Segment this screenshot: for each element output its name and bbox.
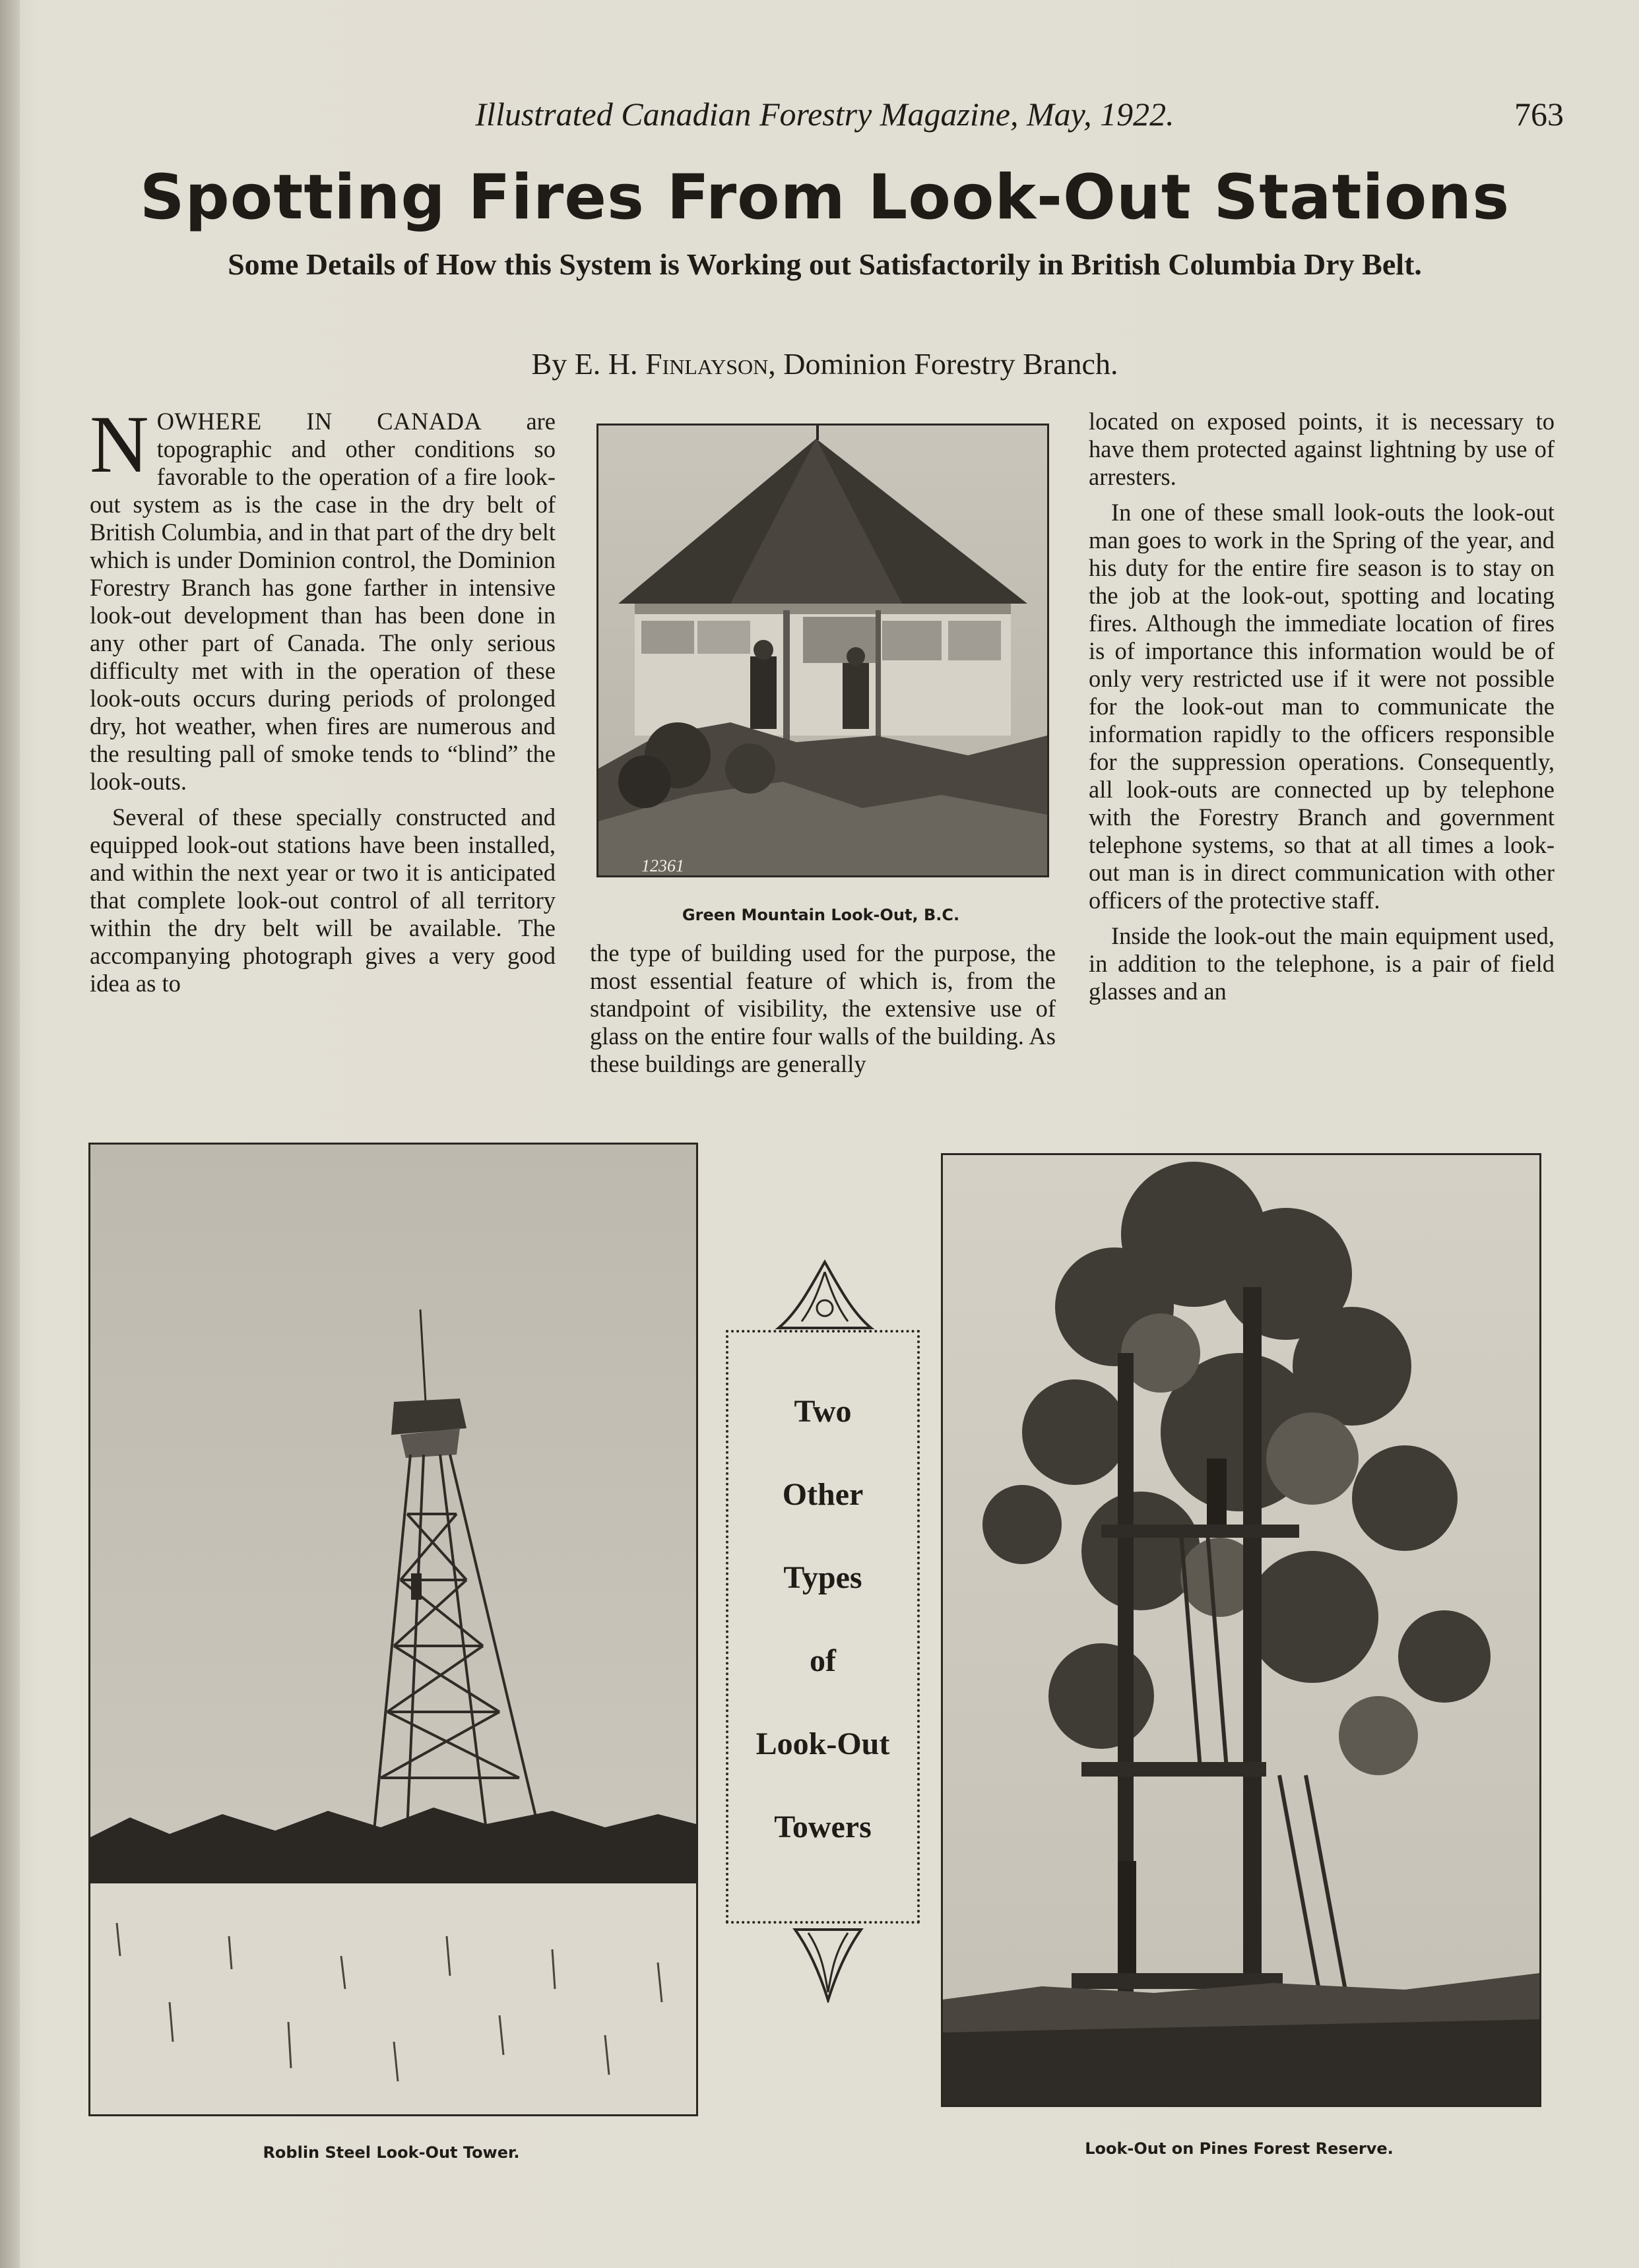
lead-in: OWHERE IN CANADA (156, 408, 482, 435)
center-panel (726, 1330, 920, 1924)
byline-suffix: , Dominion Forestry Branch. (768, 347, 1118, 381)
article-subtitle: Some Details of How this System is Working out Satisfactorily in British Columbia Dry Belt. (228, 247, 1422, 281)
paragraph (90, 399, 556, 796)
pines-lookout-caption: Look-Out on Pines Forest Reserve. (1085, 2139, 1394, 2158)
green-mountain-caption: Green Mountain Look-Out, B.C. (682, 906, 960, 924)
panel-line: Two (794, 1394, 852, 1429)
article-title: Spotting Fires From Look-Out Stations (139, 162, 1510, 234)
running-head (0, 91, 1639, 137)
center-panel-text (728, 1392, 917, 1891)
paragraph: Several of these specially constructed and equipped look-out stations have been installed, and within the next year or two it is anticipated that complete look-out control of all territory within the dry belt will be available. The accompanying photograph gives a very good idea as to (90, 803, 556, 997)
paragraph: located on exposed points, it is necessary to have them protected against lightning by use of arresters. (1089, 408, 1555, 490)
panel-line: Look-Out (755, 1726, 890, 1761)
steel-tower-caption: Roblin Steel Look-Out Tower. (263, 2143, 520, 2162)
panel-line: of (810, 1643, 836, 1678)
byline-prefix: By E. H. (531, 347, 638, 381)
page-number: 763 (1514, 96, 1564, 133)
pines-lookout-photo (941, 1153, 1541, 2107)
text-column-3 (1089, 408, 1555, 1005)
ornament-bottom-icon (792, 1926, 864, 2003)
text-column-1 (90, 399, 556, 997)
green-mountain-photo (596, 424, 1049, 877)
paragraph: the type of building used for the purpose, the most essential feature of which is, from the standpoint of visibility, the extensive use of glass on the entire four walls of the building. As these buildings are generally (590, 939, 1056, 1077)
ornament-top-icon (772, 1259, 878, 1331)
steel-tower-photo (88, 1143, 698, 2116)
journal-title: Illustrated Canadian Forestry Magazine, May, 1922. (475, 96, 1174, 133)
panel-line: Other (782, 1477, 864, 1512)
author-surname: Finlayson (645, 347, 769, 381)
paragraph: In one of these small look-outs the look-out man goes to work in the Spring of the year, and his duty for the entire fire season is to stay on the job at the look-out, spotting and locating fires. Although the immediate location of fires is of importance this information would be of only very restricted use if it were not possible for the look-out man to communicate the information rapidly to the officers responsible for the suppression operations. Consequently, all look-outs are connected up by telephone with the Forestry Branch and government telephone systems, so that at all times a look-out man is in direct communication with other officers of the protective staff. (1089, 499, 1555, 914)
panel-line: Towers (774, 1810, 872, 1844)
paragraph-text: are topographic and other conditions so favorable to the operation of a fire look-out system as is the case in the dry belt of British Columbia, and in that part of the dry belt which is under Dominion control, the Dominion Forestry Branch has gone farther in intensive look-out development than has been done in any other part of Canada. The only serious difficulty met with in the operation of these look-outs occurs during periods of prolonged dry, hot weather, when fires are numerous and the resulting pall of smoke tends to “blind” the look-outs. (90, 408, 556, 795)
plate-number: 12361 (641, 856, 684, 875)
panel-line: Types (783, 1560, 862, 1595)
paragraph: Inside the look-out the main equipment used, in addition to the telephone, is a pair of field glasses and an (1089, 922, 1555, 1005)
drop-cap: N (90, 399, 149, 489)
byline (86, 343, 1564, 385)
text-column-2 (590, 939, 1056, 1078)
page-edge (0, 0, 20, 2268)
